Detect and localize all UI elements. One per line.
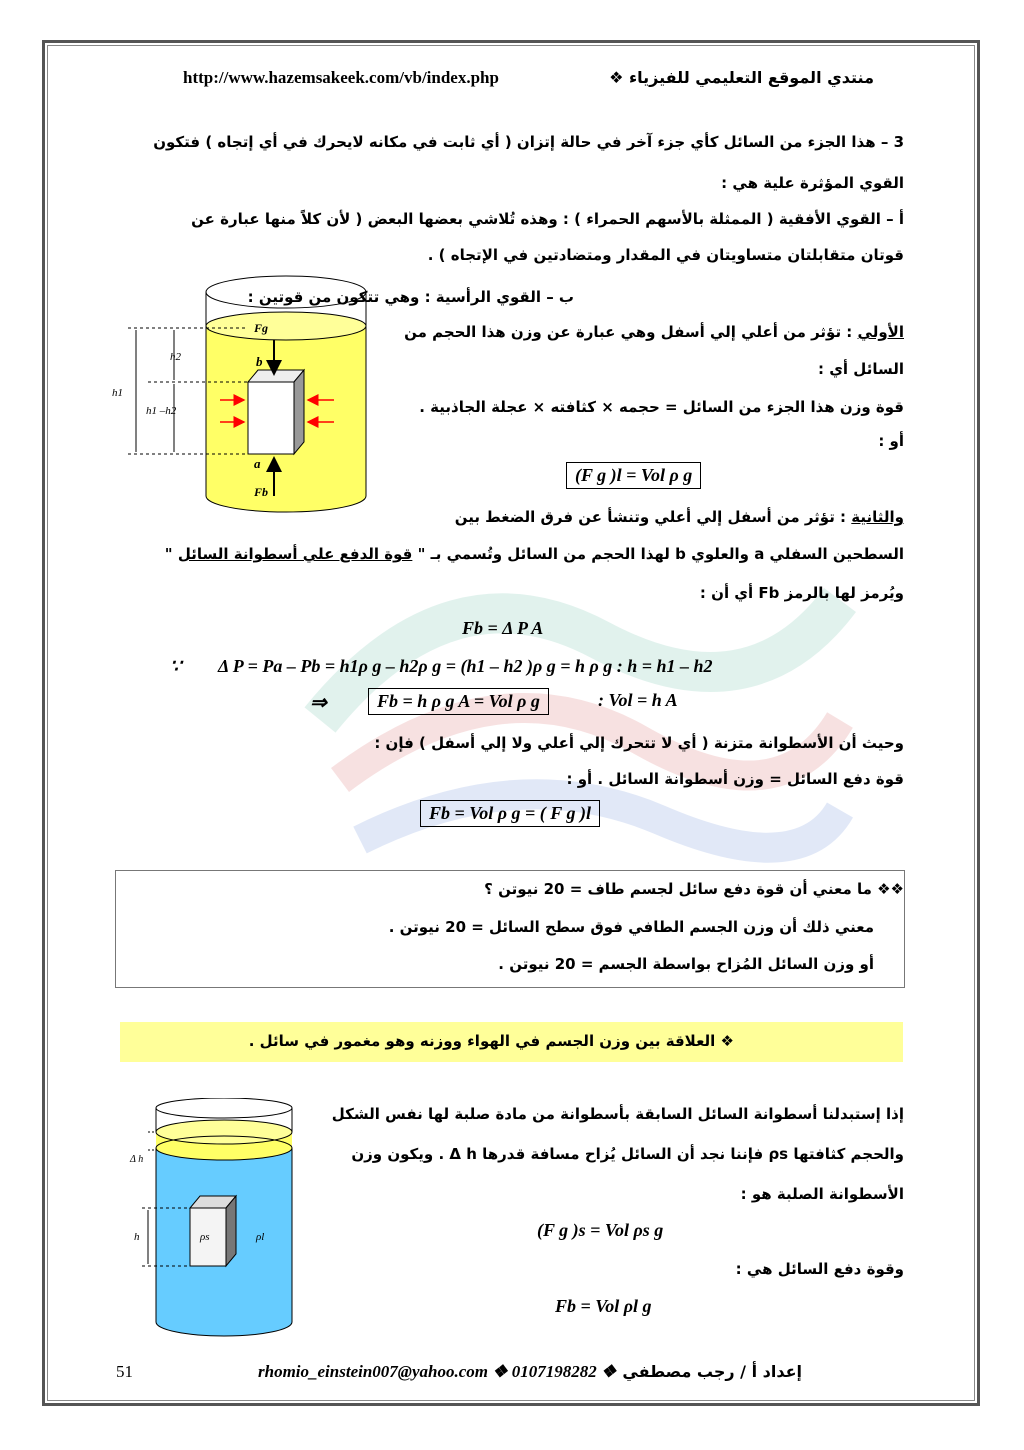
body2-line-4: وقوة دفع السائل هي : [735, 1260, 904, 1278]
label-rho-l: ρl [256, 1231, 265, 1243]
body2-line-1: إذا إستبدلنا أسطوانة السائل السابقة بأسطوانة من مادة صلبة لها نفس الشكل [331, 1105, 904, 1123]
label-h: h [134, 1231, 140, 1243]
paragraph-5: قوة دفع السائل = وزن أسطوانة السائل . أو : [566, 770, 904, 788]
implies-symbol: ⇒ [310, 692, 327, 714]
paragraph-1-line-2: القوي المؤثرة علية هي : [721, 174, 904, 192]
paragraph-2-line-1: أ – القوي الأفقية ( الممثلة بالأسهم الحمراء ) : وهذه تُلاشي بعضها البعض ( لأن كلاً منها عبارة عن [191, 210, 904, 228]
footer-author: إعداد أ / رجب مصطفي [622, 1362, 802, 1381]
second-line-2-part-c: " [164, 545, 173, 563]
label-delta-h: Δ h [130, 1154, 144, 1165]
label-rho-s: ρs [200, 1231, 210, 1243]
label-fb: Fb [254, 485, 269, 499]
answer-line-2: أو وزن السائل المُزاح بواسطة الجسم = 20 نيوتن . [498, 955, 874, 973]
equation-weight: (F g )l = Vol ρ g [566, 462, 701, 489]
paragraph-3: ب – القوي الرأسية : وهي تتكون من قوتين : [247, 288, 574, 306]
or-label-1: أو : [878, 432, 904, 450]
first-force-line-2: السائل أي : [817, 360, 904, 378]
figure-solid-cylinder [128, 1098, 298, 1356]
buoyancy-term: قوة الدفع علي أسطوانة السائل [177, 545, 413, 563]
label-h1: h1 [112, 387, 123, 399]
equation-pressure-difference: Δ P = Pa – Pb = h1ρ g – h2ρ g = (h1 – h2 )ρ g = h ρ g : h = h1 – h2 [218, 656, 713, 676]
second-force-line-1 [455, 508, 904, 526]
equation-solid-weight: (F g )s = Vol ρs g [537, 1220, 664, 1240]
second-force-line-2 [165, 545, 904, 563]
equation-buoyancy-final: Fb = Vol ρl g [555, 1296, 652, 1316]
label-fg: Fg [254, 321, 269, 335]
equation-buoyancy-weight: Fb = Vol ρ g = ( F g )l [420, 800, 600, 827]
label-b: b [256, 354, 263, 369]
second-text: : تؤثر من أسفل إلي أعلي وتنشأ عن فرق الضغط بين [454, 508, 847, 526]
label-a: a [254, 456, 261, 471]
paragraph-2-line-2: قوتان متقابلتان متساويتان في المقدار ومتضادتين في الإتجاه ) . [427, 246, 904, 264]
equation-buoyancy-pressure: Fb = Δ P A [462, 618, 544, 638]
paragraph-4: وحيث أن الأسطوانة متزنة ( أي لا تتحرك إلي أعلي ولا إلي أسفل ) فإن : [374, 734, 904, 752]
equation-buoyancy-volume: Fb = h ρ g A = Vol ρ g [368, 688, 549, 715]
answer-line-1: معني ذلك أن وزن الجسم الطافي فوق سطح السائل = 20 نيوتن . [388, 918, 874, 936]
first-label: الأولي [857, 323, 904, 341]
page-number: 51 [116, 1362, 133, 1381]
paragraph-1-line-1: 3 – هذا الجزء من السائل كأي جزء آخر في حالة إتزان ( أي ثابت في مكانه لايحرك في أي إتجاه ) فتكون [153, 133, 904, 151]
label-h1-minus-h2: h1 –h2 [146, 405, 177, 417]
first-text: : تؤثر من أعلي إلي أسفل وهي عبارة عن وزن هذا الحجم من [404, 323, 853, 341]
second-line-2-part-a: السطحين السفلي a والعلوي b لهذا الحجم من السائل وتُسمي بـ " [417, 545, 904, 563]
header-site-text: منتدي الموقع التعليمي للفيزياء [628, 68, 874, 87]
second-label: والثانية [851, 508, 904, 526]
header-url[interactable]: http://www.hazemsakeek.com/vb/index.php [183, 68, 499, 87]
first-force-line-1 [404, 323, 904, 341]
footer-contact: rhomio_einstein007@yahoo.com ❖ 0107198282 ❖ [258, 1362, 617, 1381]
body2-line-2: والحجم كثافتها ρs فإننا نجد أن السائل يُزاح مسافة قدرها Δ h . ويكون وزن [351, 1145, 904, 1163]
section-title: ❖ العلاقة بين وزن الجسم في الهواء ووزنه وهو مغمور في سائل . [248, 1032, 734, 1050]
question-text: ❖❖ ما معني أن قوة دفع سائل لجسم طاف = 20 نيوتن ؟ [484, 880, 904, 898]
first-force-line-3: قوة وزن هذا الجزء من السائل = حجمه × كثافته × عجلة الجاذبية . [419, 398, 904, 416]
label-h2: h2 [170, 351, 181, 363]
because-symbol: ∵ [170, 656, 182, 676]
figure-liquid-cylinder [108, 262, 370, 522]
header-site: منتدي الموقع التعليمي للفيزياء ❖ [609, 68, 874, 87]
equation-volume: : Vol = h A [598, 690, 678, 710]
body2-line-3: الأسطوانة الصلبة هو : [740, 1185, 904, 1203]
second-force-line-3: ويُرمز لها بالرمز Fb أي أن : [699, 584, 904, 602]
